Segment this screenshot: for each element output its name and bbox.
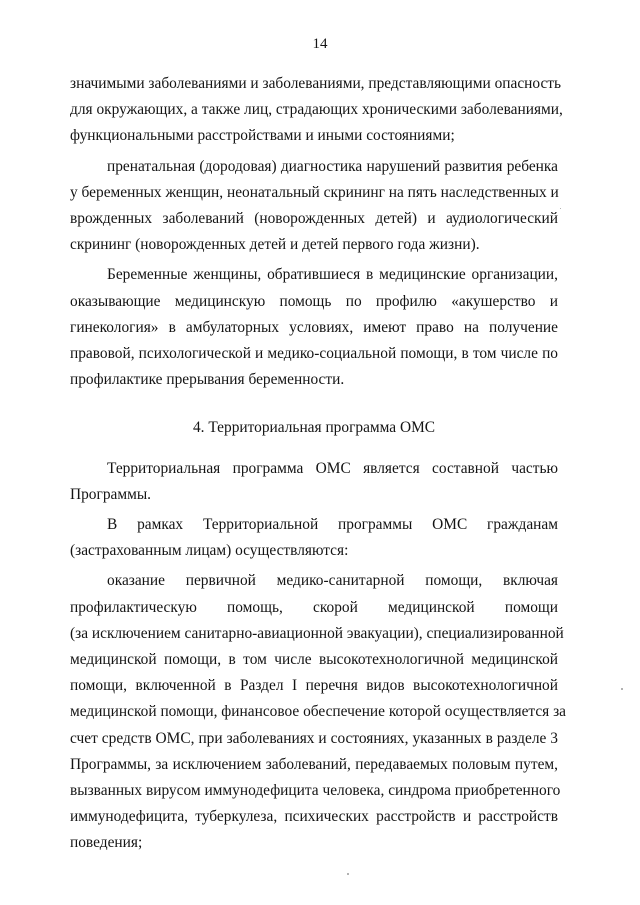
paragraph-continuation bbox=[70, 71, 563, 150]
text-line: (за исключением санитарно-авиационной эвакуации), специализированной bbox=[70, 624, 564, 642]
paragraph-pregnant-women bbox=[70, 262, 558, 393]
text-line: значимыми заболеваниями и заболеваниями, представляющими опасность bbox=[70, 75, 562, 92]
paragraph-prenatal-diagnostics bbox=[70, 154, 558, 259]
text-line: Программы. bbox=[70, 485, 152, 503]
scan-speck bbox=[560, 208, 561, 209]
text-line: поведения; bbox=[70, 834, 143, 852]
scan-speck bbox=[347, 873, 349, 875]
text-line: правовой, психологической и медико-социальной помощи, в том числе по bbox=[70, 345, 558, 363]
document-body bbox=[70, 71, 566, 861]
text-line: для окружающих, а также лиц, страдающих хроническими заболеваниями, bbox=[70, 101, 563, 119]
text-line: оказание первичной медико-санитарной помощи, включая bbox=[107, 572, 558, 590]
paragraph-provision-of-care bbox=[70, 568, 566, 856]
text-line: профилактическую помощь, скорой медицинской помощи bbox=[70, 598, 558, 616]
paragraph-territorial-program bbox=[70, 456, 558, 508]
text-line: функциональными расстройствами и иными состояниями; bbox=[70, 127, 455, 145]
page-number: 14 bbox=[312, 36, 328, 52]
text-line: профилактике прерывания беременности. bbox=[70, 371, 345, 389]
scan-speck bbox=[621, 688, 623, 690]
text-line: гинекология» в амбулаторных условиях, имеют право на получение bbox=[70, 318, 558, 336]
section-heading: 4. Территориальная программа ОМС bbox=[192, 419, 436, 437]
text-line: помощи, включенной в Раздел I перечня видов высокотехнологичной bbox=[70, 677, 558, 695]
text-line: медицинской помощи, финансовое обеспечение которой осуществляется за bbox=[70, 703, 566, 721]
text-line: у беременных женщин, неонатальный скрининг на пять наследственных и bbox=[70, 183, 559, 201]
paragraph-within-framework bbox=[70, 512, 558, 564]
text-line: счет средств ОМС, при заболеваниях и состояниях, указанных в разделе 3 bbox=[70, 729, 558, 747]
text-line: медицинской помощи, в том числе высокотехнологичной медицинской bbox=[70, 651, 558, 669]
text-line: оказывающие медицинскую помощь по профилю «акушерство и bbox=[70, 292, 558, 310]
text-line: пренатальная (дородовая) диагностика нарушений развития ребенка bbox=[107, 157, 558, 175]
text-line: (застрахованным лицам) осуществляются: bbox=[70, 542, 349, 560]
text-line: иммунодефицита, туберкулеза, психических расстройств и расстройств bbox=[70, 808, 558, 826]
text-line: скрининг (новорожденных детей и детей первого года жизни). bbox=[70, 236, 480, 254]
text-line: врожденных заболеваний (новорожденных детей) и аудиологический bbox=[70, 210, 558, 228]
text-line: В рамках Территориальной программы ОМС гражданам bbox=[107, 516, 558, 534]
text-line: Беременные женщины, обратившиеся в медицинские организации, bbox=[107, 266, 558, 284]
text-line: Программы, за исключением заболеваний, передаваемых половым путем, bbox=[70, 755, 558, 773]
text-line: Территориальная программа ОМС является составной частью bbox=[107, 459, 558, 477]
text-line: вызванных вирусом иммунодефицита человека, синдрома приобретенного bbox=[70, 782, 561, 800]
